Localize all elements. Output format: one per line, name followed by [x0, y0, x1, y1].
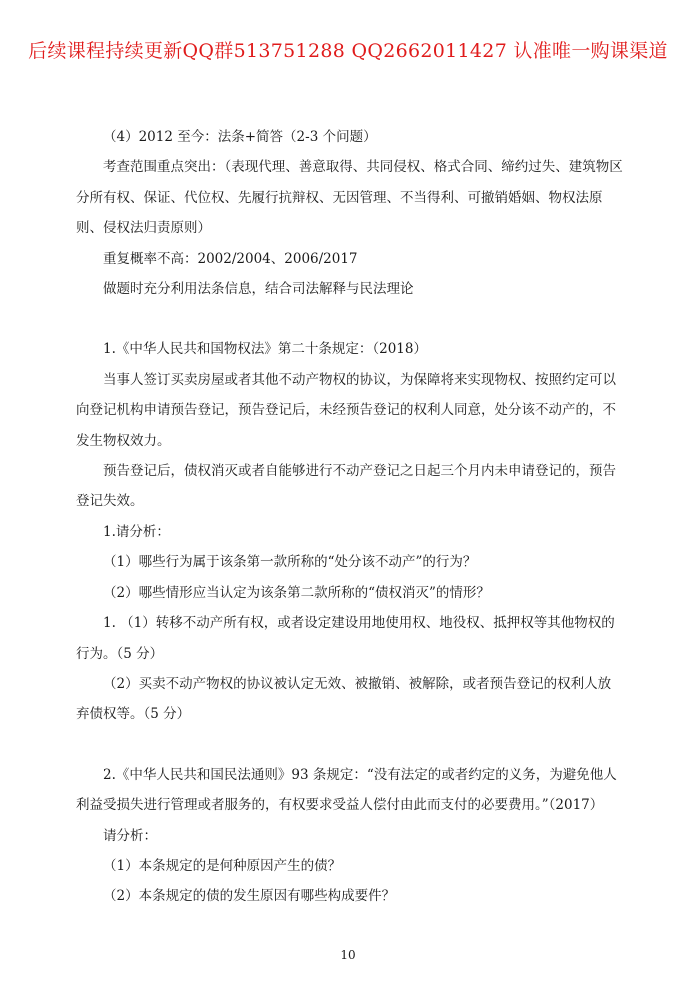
question-2-prompt: 请分析： — [103, 827, 157, 844]
question-2-sub-1: （1）本条规定的是何种原因产生的债？ — [103, 857, 342, 874]
answer-1-part-1: 1. （1）转移不动产所有权，或者设定建设用地使用权、地役权、抵押权等其他物权的行为。（5 分） — [76, 615, 615, 662]
question-1-article-para-1: 当事人签订买卖房屋或者其他不动产物权的协议，为保障将来实现物权、按照约定可以向登记机构申请预告登记，预告登记后，未经预告登记的权利人同意，处分该不动产的，不发生物权效力。 — [76, 371, 616, 449]
answer-1-part-2: （2）买卖不动产物权的协议被认定无效、被撤销、被解除，或者预告登记的权利人放弃债权等。（5 分） — [76, 675, 612, 723]
watermark-banner: 后续课程持续更新QQ群513751288 QQ2662011427 认准唯一购课渠道 — [28, 40, 668, 62]
question-1-title: 1.《中华人民共和国物权法》第二十条规定：（2018） — [103, 341, 427, 358]
question-1-sub-2: （2）哪些情形应当认定为该条第二款所称的“债权消灭”的情形？ — [103, 584, 490, 601]
document-body — [76, 122, 624, 912]
section-heading: （4）2012 至今：法条+简答（2-3 个问题） — [103, 129, 377, 145]
question-1-prompt: 1.请分析： — [103, 523, 170, 540]
question-2-sub-2: （2）本条规定的债的发生原因有哪些构成要件？ — [103, 888, 396, 905]
repeat-probability-line: 重复概率不高：2002/2004、2006/2017 — [103, 250, 358, 267]
question-1-sub-1: （1）哪些行为属于该条第一款所称的“处分该不动产”的行为？ — [103, 554, 477, 571]
scope-paragraph: 考查范围重点突出：（表现代理、善意取得、共同侵权、格式合同、缔约过失、建筑物区分所有权、保证、代位权、先履行抗辩权、无因管理、不当得利、可撤销婚姻、物权法原则、侵权法归责原则） — [76, 159, 623, 237]
page-number: 10 — [340, 948, 356, 962]
tip-line: 做题时充分利用法条信息，结合司法解释与民法理论 — [103, 281, 414, 298]
question-2-title: 2.《中华人民共和国民法通则》93 条规定：“没有法定的或者约定的义务，为避免他人利益受损失进行管理或者服务的，有权要求受益人偿付由此而支付的必要费用。”（2017） — [76, 766, 617, 814]
question-1-article-para-2: 预告登记后，债权消灭或者自能够进行不动产登记之日起三个月内未申请登记的，预告登记失效。 — [76, 463, 616, 510]
